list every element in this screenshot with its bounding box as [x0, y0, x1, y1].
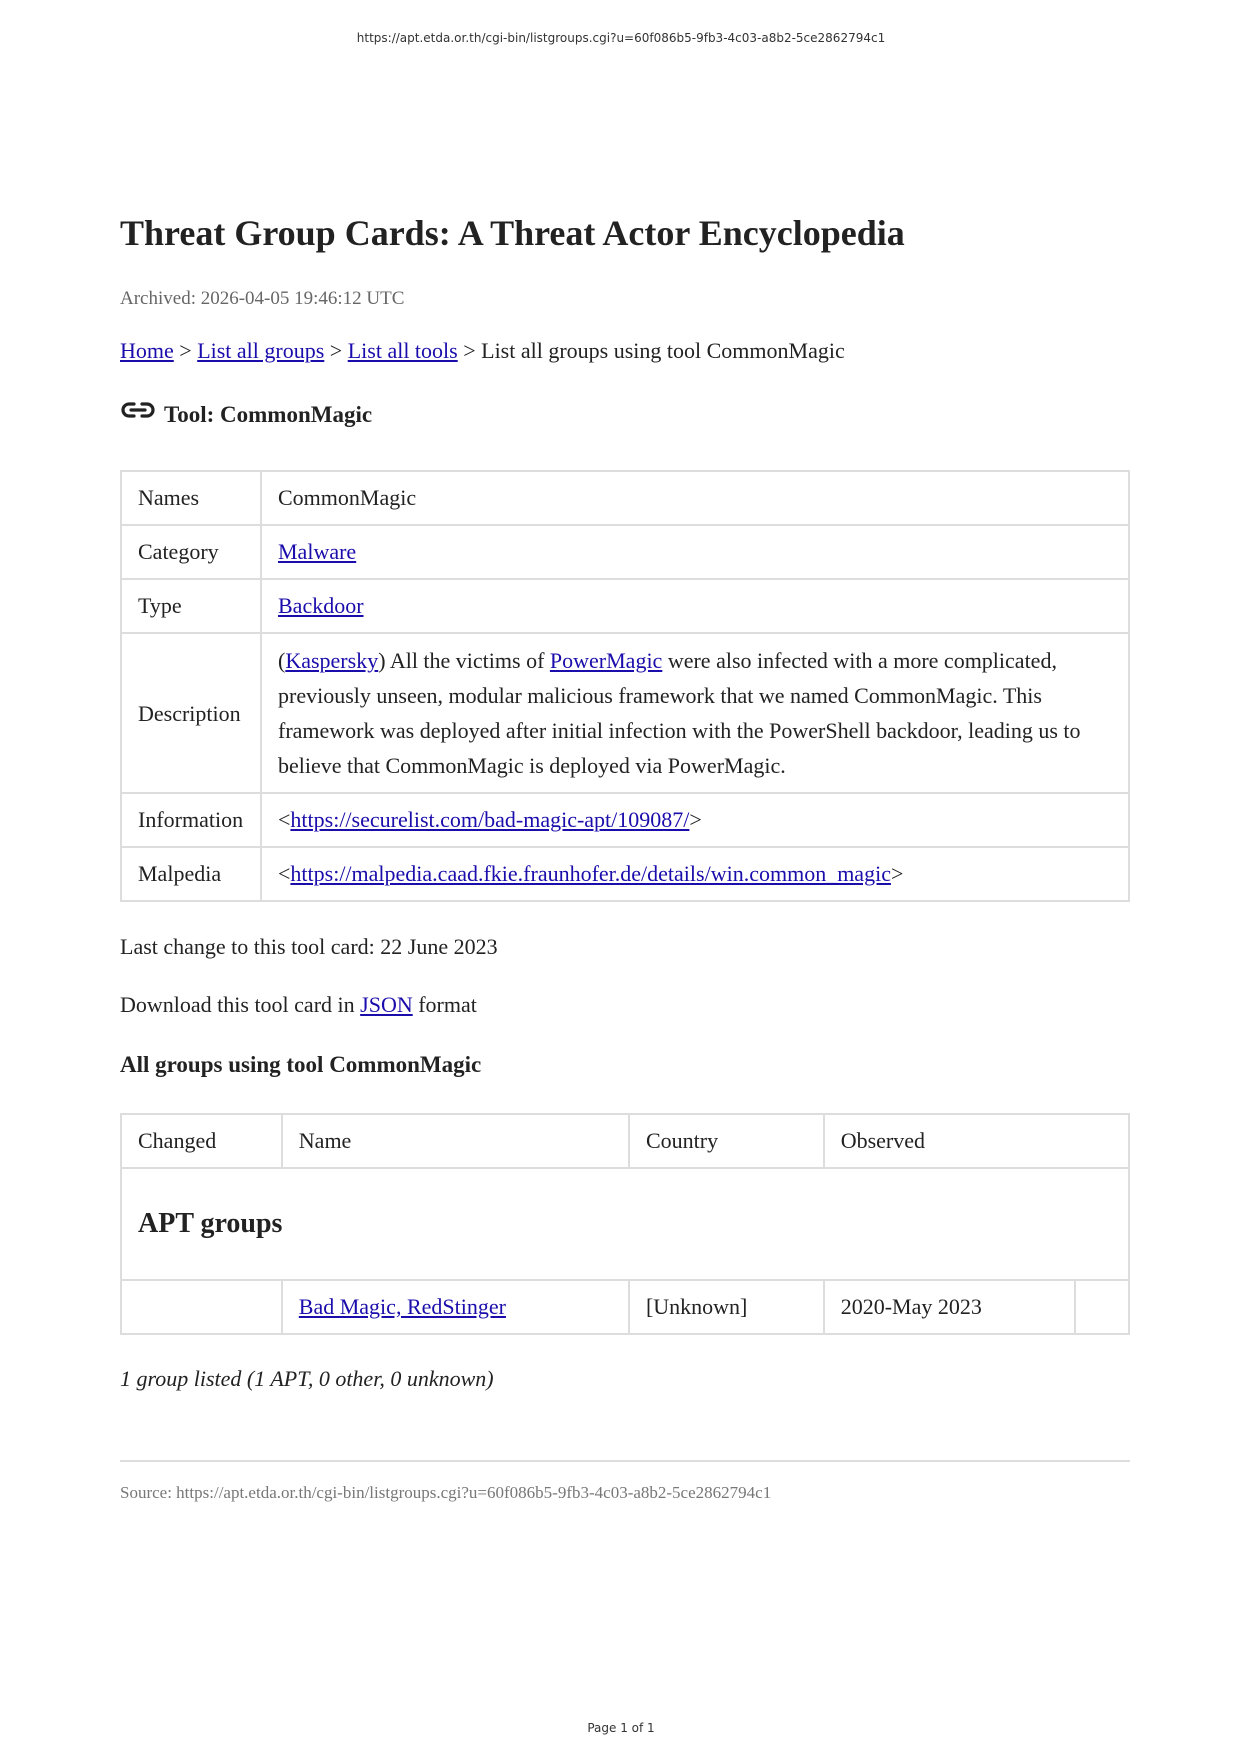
breadcrumb-current: > List all groups using tool CommonMagic [457, 338, 845, 363]
malpedia-label: Malpedia [121, 847, 261, 901]
table-row [121, 525, 1129, 579]
header-changed: Changed [121, 1114, 282, 1168]
type-label: Type [121, 579, 261, 633]
table-row [121, 1280, 1129, 1334]
category-cell [261, 525, 1129, 579]
angle-open: < [278, 861, 291, 886]
page-title: Threat Group Cards: A Threat Actor Encyclopedia [120, 213, 905, 253]
cell-name [282, 1280, 629, 1334]
header-observed: Observed [824, 1114, 1129, 1168]
type-link[interactable]: Backdoor [278, 593, 364, 618]
cell-observed: 2020-May 2023 [824, 1280, 1075, 1334]
group-link[interactable]: Bad Magic, RedStinger [298, 1294, 506, 1319]
description-text: were also infected with a more complicated, previously unseen, modular malicious framework that we named CommonMagic. This framework was deployed after initial infection with the PowerShell backdoor, leading us to believe that CommonMagic is deployed via PowerMagic. [278, 648, 1081, 778]
source-line: Source: https://apt.etda.or.th/cgi-bin/listgroups.cgi?u=60f086b5-9fb3-4c03-a8b2-5ce2862794c1 [120, 1483, 772, 1502]
breadcrumb-tools-link[interactable]: List all tools [347, 338, 458, 363]
breadcrumb [120, 338, 845, 364]
information-value [261, 793, 1129, 847]
divider [120, 1460, 1130, 1462]
link-icon [120, 398, 156, 424]
archived-timestamp: Archived: 2026-04-05 19:46:12 UTC [120, 288, 405, 309]
kaspersky-link[interactable]: Kaspersky [285, 648, 379, 673]
description-value [261, 633, 1129, 793]
table-row [121, 633, 1129, 793]
description-label: Description [121, 633, 261, 793]
download-suffix: format [412, 992, 477, 1017]
header-name: Name [282, 1114, 629, 1168]
cell-extra [1075, 1280, 1129, 1334]
names-value: CommonMagic [261, 471, 1129, 525]
groups-heading: All groups using tool CommonMagic [120, 1052, 482, 1077]
download-line [120, 992, 477, 1018]
angle-close: > [689, 807, 702, 832]
table-row [121, 793, 1129, 847]
angle-close: > [890, 861, 904, 886]
section-apt-groups: APT groups [121, 1168, 1129, 1280]
tool-heading [120, 402, 372, 428]
header-country: Country [629, 1114, 824, 1168]
malpedia-value [261, 847, 1129, 901]
print-header-url: https://apt.etda.or.th/cgi-bin/listgroups.cgi?u=60f086b5-9fb3-4c03-a8b2-5ce2862794c1 [356, 31, 886, 45]
category-link[interactable]: Malware [278, 539, 357, 564]
table-header-row [121, 1114, 1129, 1168]
information-label: Information [121, 793, 261, 847]
description-text: ) All the victims of [378, 648, 550, 673]
tool-heading-text: Tool: CommonMagic [164, 402, 373, 427]
section-row [121, 1168, 1129, 1280]
type-cell [261, 579, 1129, 633]
cell-changed [121, 1280, 282, 1334]
json-download-link[interactable]: JSON [360, 992, 413, 1017]
powermagic-link[interactable]: PowerMagic [549, 648, 663, 673]
names-label: Names [121, 471, 261, 525]
angle-open: < [278, 807, 291, 832]
page-number: Page 1 of 1 [587, 1721, 655, 1735]
category-label: Category [121, 525, 261, 579]
last-change: Last change to this tool card: 22 June 2023 [120, 934, 498, 959]
malpedia-link[interactable]: https://malpedia.caad.fkie.fraunhofer.de/details/win.common_magic [290, 861, 891, 886]
tool-info-table [120, 470, 1130, 902]
table-row [121, 579, 1129, 633]
breadcrumb-groups-link[interactable]: List all groups [197, 338, 325, 363]
download-prefix: Download this tool card in [120, 992, 361, 1017]
table-row [121, 471, 1129, 525]
breadcrumb-separator: > [324, 338, 348, 363]
table-row [121, 847, 1129, 901]
cell-country: [Unknown] [629, 1280, 824, 1334]
description-paren: ( [278, 648, 286, 673]
information-link[interactable]: https://securelist.com/bad-magic-apt/109087/ [290, 807, 690, 832]
breadcrumb-home-link[interactable]: Home [120, 338, 174, 363]
groups-summary: 1 group listed (1 APT, 0 other, 0 unknown) [120, 1366, 494, 1391]
breadcrumb-separator: > [173, 338, 198, 363]
groups-table [120, 1113, 1130, 1335]
